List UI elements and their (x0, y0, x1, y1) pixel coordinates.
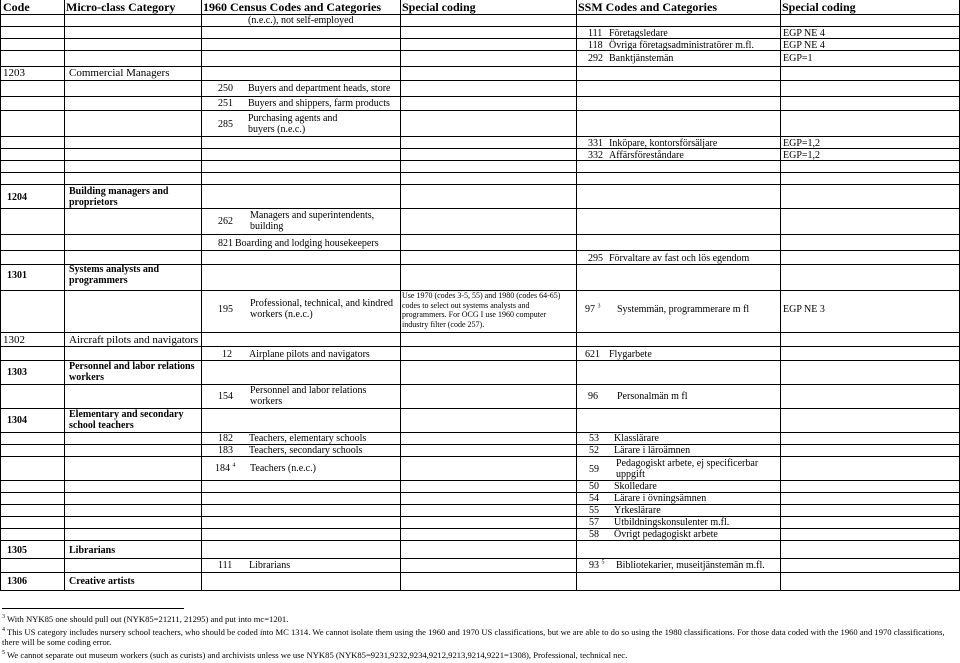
census-code (215, 463, 236, 474)
ssm-code: 54 (589, 493, 599, 504)
census-name: Buyers and department heads, store (248, 83, 391, 94)
column-divider (64, 0, 65, 590)
row-divider (0, 480, 960, 481)
census-code: 262 (218, 216, 233, 227)
ssm-special-coding: EGP NE 3 (783, 304, 825, 315)
row-divider (0, 250, 960, 251)
census-code: 183 (218, 445, 233, 456)
census-code: 111 (218, 560, 233, 571)
census-name: Buyers and shippers, farm products (248, 98, 390, 109)
ssm-code: 50 (589, 481, 599, 492)
footnote-marker: 4 (2, 627, 5, 634)
row-divider (0, 14, 960, 15)
footnote-marker: 5 (601, 559, 605, 566)
ssm-name: Bibliotekarier, museitjänstemän m.fl. (616, 560, 765, 571)
ssm-name: Lärare i läroämnen (614, 445, 691, 456)
census-code: 821 (218, 238, 233, 249)
micro-class-label: Elementary and secondary school teachers (69, 409, 184, 431)
column-divider (780, 0, 781, 590)
ssm-code: 59 (589, 464, 599, 475)
row-divider (0, 504, 960, 505)
row-divider (0, 26, 960, 27)
ssm-name: Flygarbete (609, 349, 652, 360)
census-name: Managers and superintendents, building (250, 210, 375, 232)
row-divider (0, 136, 960, 137)
footnote-text: We cannot separate out museum workers (such as curists) and archivists unless we use NYK85 (NYK85=9231,9232,9234,9212,9213,9214,9221=1308), Professional, technical nec. (5, 650, 628, 660)
ssm-name: Övriga företagsadministratörer m.fl. (609, 40, 754, 51)
ssm-name: Förvaltare av fast och lös egendom (609, 253, 750, 264)
footnote-separator (2, 608, 184, 609)
census-code: 195 (218, 304, 233, 315)
header-special-coding-1: Special coding (402, 0, 476, 14)
micro-class-code: 1305 (7, 545, 27, 556)
header-ssm: SSM Codes and Categories (578, 0, 718, 14)
ssm-name: Lärare i övningsämnen (614, 493, 707, 504)
row-divider (0, 516, 960, 517)
micro-class-label: Systems analysts and programmers (69, 264, 160, 286)
header-census-1960: 1960 Census Codes and Categories (203, 0, 382, 14)
footnote-marker: 3 (2, 614, 5, 621)
ssm-name: Klasslärare (614, 433, 659, 444)
census-name-continuation: (n.e.c.), not self-employed (248, 15, 354, 26)
ssm-name: Personalmän m fl (617, 391, 688, 402)
census-name: Purchasing agents and buyers (n.e.c.) (248, 113, 338, 135)
row-divider (0, 528, 960, 529)
footnote-marker: 4 (232, 462, 236, 469)
micro-class-label: Personnel and labor relations workers (69, 361, 195, 383)
census-code-value: 184 (215, 463, 230, 474)
row-divider (0, 80, 960, 81)
ssm-code: 292 (588, 53, 603, 64)
ssm-code: 53 (589, 433, 599, 444)
row-divider (0, 456, 960, 457)
census-name: Airplane pilots and navigators (249, 349, 370, 360)
footnote-3 (2, 614, 958, 624)
row-divider (0, 346, 960, 347)
ssm-name: Utbildningskonsulenter m.fl. (614, 517, 730, 528)
micro-class-code: 1304 (7, 415, 27, 426)
ssm-code (585, 304, 601, 315)
ssm-name: Pedagogiskt arbete, ej specificerbar uppgift (616, 458, 759, 480)
ssm-code-value: 97 (585, 304, 595, 315)
header-special-coding-2: Special coding (782, 0, 856, 14)
column-divider (400, 0, 401, 590)
ssm-code: 621 (585, 349, 600, 360)
ssm-special-coding: EGP=1,2 (783, 150, 821, 161)
census-name: Teachers, elementary schools (249, 433, 367, 444)
census-code: 285 (218, 119, 233, 130)
row-divider (0, 172, 960, 173)
table-header (0, 0, 960, 14)
ssm-name: Inköpare, kontorsförsäljare (609, 138, 718, 149)
micro-class-label: Commercial Managers (69, 67, 170, 79)
ssm-code-value: 93 (589, 560, 599, 571)
header-code: Code (3, 0, 30, 14)
ssm-code: 96 (588, 391, 598, 402)
header-micro-class: Micro-class Category (66, 0, 176, 14)
row-divider (0, 184, 960, 185)
ssm-code: 331 (588, 138, 603, 149)
ssm-special-coding: EGP=1 (783, 53, 813, 64)
ssm-code: 295 (588, 253, 603, 264)
ssm-code: 118 (588, 40, 603, 51)
micro-class-code: 1301 (7, 270, 27, 281)
micro-class-code: 1302 (3, 334, 25, 346)
census-code: 12 (222, 349, 232, 360)
ssm-name: Företagsledare (609, 28, 668, 39)
census-name: Boarding and lodging housekeepers (235, 238, 379, 249)
ssm-name: Systemmän, programmerare m fl (617, 304, 750, 315)
micro-class-label: Librarians (69, 545, 116, 556)
census-name: Professional, technical, and kindred workers (n.e.c.) (250, 298, 394, 320)
census-special-coding: Use 1970 (codes 3-5, 55) and 1980 (codes 64-65) codes to select out systems analysts and programmers. For OCG I use 1960 computer industry filter (code 257). (402, 291, 561, 329)
micro-class-code: 1204 (7, 192, 27, 203)
footnote-text: With NYK85 one should pull out (NYK85=21211, 21295) and put into mc=1201. (5, 614, 289, 624)
row-divider (0, 492, 960, 493)
ssm-special-coding: EGP NE 4 (783, 28, 825, 39)
micro-class-code: 1306 (7, 576, 27, 587)
row-divider (0, 540, 960, 541)
ssm-code: 57 (589, 517, 599, 528)
row-divider (0, 432, 960, 433)
row-divider (0, 558, 960, 559)
ssm-name: Affärsföreståndare (609, 150, 684, 161)
row-divider (0, 208, 960, 209)
census-name: Teachers (n.e.c.) (250, 463, 316, 474)
census-code: 251 (218, 98, 233, 109)
ssm-special-coding: EGP NE 4 (783, 40, 825, 51)
ssm-name: Övrigt pedagogiskt arbete (614, 529, 718, 540)
ssm-name: Yrkeslärare (614, 505, 661, 516)
footnote-marker: 3 (597, 303, 601, 310)
row-divider (0, 332, 960, 333)
footnote-text: This US category includes nursery school teachers, who should be coded into MC 1314. We cannot isolate them using the 1960 and 1970 US classifications, but we are able to do so using the 1980 classifications. For those data coded with the 1960 and 1970 classifications, there will be some coding error. (2, 627, 945, 647)
ssm-code: 55 (589, 505, 599, 516)
micro-class-label: Building managers and proprietors (69, 186, 169, 208)
micro-class-code: 1203 (3, 67, 25, 79)
ssm-code: 111 (588, 28, 603, 39)
row-divider (0, 234, 960, 235)
census-name: Librarians (249, 560, 291, 571)
ssm-code (589, 560, 605, 571)
micro-class-label: Aircraft pilots and navigators (69, 334, 199, 346)
census-code: 250 (218, 83, 233, 94)
ssm-special-coding: EGP=1,2 (783, 138, 821, 149)
ssm-name: Banktjänstemän (609, 53, 674, 64)
column-divider (0, 0, 1, 590)
column-divider (576, 0, 577, 590)
ssm-name: Skolledare (614, 481, 657, 492)
ssm-code: 332 (588, 150, 603, 161)
footnote-marker: 5 (2, 650, 5, 657)
column-divider (201, 0, 202, 590)
ssm-code: 58 (589, 529, 599, 540)
ssm-code: 52 (589, 445, 599, 456)
row-divider (0, 590, 960, 591)
micro-class-code: 1303 (7, 367, 27, 378)
census-name: Teachers, secondary schools (249, 445, 363, 456)
row-divider (0, 384, 960, 385)
footnote-4 (2, 627, 958, 647)
row-divider (0, 444, 960, 445)
census-name: Personnel and labor relations workers (250, 385, 367, 407)
census-code: 182 (218, 433, 233, 444)
micro-class-label: Creative artists (69, 576, 135, 587)
census-code: 154 (218, 391, 233, 402)
footnote-5 (2, 650, 958, 660)
row-divider (0, 572, 960, 573)
row-divider (0, 110, 960, 111)
row-divider (0, 96, 960, 97)
